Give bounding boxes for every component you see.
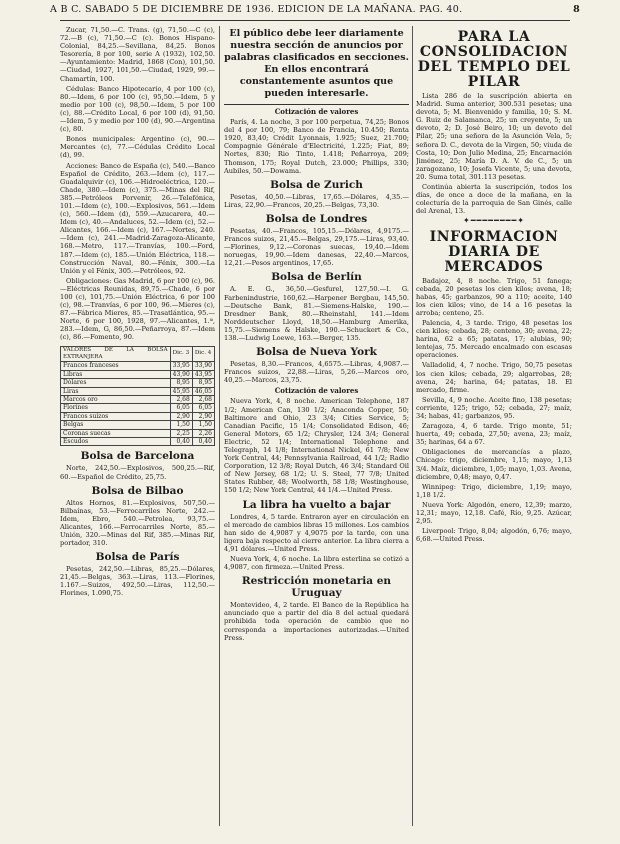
table-cell: 43,95 (192, 370, 214, 378)
table-cell: Escudos (61, 438, 171, 446)
table-cell: Liras (61, 387, 171, 395)
table-row (61, 404, 215, 412)
section-heading: Bolsa de París (95, 551, 180, 564)
exchange-table (60, 346, 215, 447)
table-cell: 8,95 (192, 379, 214, 387)
table-cell: Francos franceses (61, 362, 171, 370)
paragraph: Liverpool: Trigo, 8,04; algodón, 6,76; mayo, 6,68.—United Press. (416, 527, 572, 544)
paragraph: Zucar, 71,50.—C. Trans. (g), 71,50.—C (c), 72.—B (c), 71,50.—C (c). Bonos Hispano-Colonial, 84,25.—Sevillana, 84,25. Bonos Tesorería, 8 por 100, serie A (1932), 102,50.—Ayuntamiento: Madrid, 1868 (Con), 101,50.—Ciudad, 1927, 101,50.—Ciudad, 1929, 99.—Chamartín, 100. (60, 26, 215, 83)
section-heading: Cotización de valores (274, 107, 359, 116)
paragraph: Cédulas: Banco Hipotecario, 4 por 100 (c), 80.—Idem, 6 por 100 (c), 95,50.—Idem, 5 y medio por 100 (c), 98,50.—Idem, 5 por 100 (c), 88.—Crédito Local, 6 por 100 (d), 91,50.—Idem, 5 y medio por 100 (d), 90.—Argentina (c), 80. (60, 84, 215, 134)
paragraph: Continúa abierta la suscripción, todos los días, de once a doce de la mañana, en la colecturía de la parroquia de San Ginés, calle del Arenal, 13. (416, 183, 572, 216)
header-rule (60, 20, 570, 21)
section-heading: Bolsa de Bilbao (91, 484, 184, 497)
paragraph: Londres, 4, 5 tarde. Entraron ayer en circulación en el mercado de cambios libras 15 millones. Los cambios han sido de 4,9087 y 4,9075 por la tarde, con una ligera baja respecto al cierre anterior. La libra cierra a 4,91 dólares.—United Press. (224, 512, 409, 553)
table-row (61, 412, 215, 420)
table-cell: Coronas suecas (61, 429, 171, 437)
table-row (61, 429, 215, 437)
table-row (61, 396, 215, 404)
table-header: VALORES DE LA BOLSA EXTRANJERA (61, 346, 171, 362)
paragraph: Pesetas, 242,50.—Libras, 85,25.—Dólares, 21,45.—Belgas, 363.—Liras, 113.—Florines, 1.167.—Suizos, 492,50.—Liras, 112,50.—Florines, 1.090,75. (60, 565, 215, 598)
paragraph: Pesetas, 8,30.—Francos, 4,6575.—Libras, 4,9087.—Francos suizos, 22,88.—Liras, 5,26.—Marcos oro, 40,25.—Marcos, 23,75. (224, 360, 409, 385)
paragraph: Palencia, 4, 3 tarde. Trigo, 48 pesetas los cien kilos; cebada, 28; centeno, 30; avena, 22; harina, 62 a 65; patatas, 17; alubias, 90; lentejas, 75. Mercado encalmado con escasas operaciones. (416, 318, 572, 360)
table-cell: 1,50 (170, 421, 192, 429)
table-row (61, 421, 215, 429)
column-divider (412, 26, 413, 826)
paragraph: Nueva York, 4, 6 noche. La libra esterlina se cotizó a 4,9087, con firmeza.—United Press. (224, 555, 409, 572)
table-cell: 0,40 (170, 438, 192, 446)
section-heading: INFORMACION DIARIA DE MERCADOS (429, 228, 559, 275)
table-row (61, 370, 215, 378)
paragraph: Norte, 242,50.—Explosivos, 500,25.—Rif, 60.—Español de Crédito, 25,75. (60, 464, 215, 481)
section-heading: La libra ha vuelto a bajar (242, 498, 391, 511)
paragraph: Pesetas, 40.—Francos, 105,15.—Dólares, 4,9175.—Francos suizos, 21,45.—Belgas, 29,175.—Liras, 93,40.—Florines, 9,12.—Coronas suecas, 19,40.—Idem noruegas, 19,90.—Idem danesas, 22,40.—Marcos, 12,21.—Pesos argentinos, 17,65. (224, 226, 409, 268)
table-cell: 46,05 (192, 387, 214, 395)
table-cell: 8,95 (170, 379, 192, 387)
column-1 (60, 26, 215, 826)
paragraph: Badajoz, 4, 8 noche. Trigo, 51 fanega; cebada, 20 pesetas los cien kilos; avena, 18; habas, 45; garbanzos, 90 a 110; aceite, 140 los cien kilos; vino, de 14 a 16 pesetas la arroba; centeno, 25. (416, 276, 572, 317)
paragraph: Altos Hornos, 81.—Explosivos, 507,50.—Bilbaínas, 53.—Ferrocarriles Norte, 242.—Idem, Ebro, 540.—Petrolea, 93,75.—Alicantes, 166.—Ferrocarriles Norte, 85.—Unión, 320.—Minas del Rif, 385.—Minas Rif, portador, 310. (60, 498, 215, 548)
table-cell: Florines (61, 404, 171, 412)
paragraph: París, 4. La noche, 3 por 100 perpetua, 74,25; Bonos del 4 por 100, 79; Banco de Francia, 10.450; Renta 1920, 83,40; Crédit Lyonnais, 1.925; Suez, 21.700; Compagnie Générale d'Electricité, 1.225; Fiat, 89; Nortes, 830; Rio Tinto, 1.418; Peñarroya, 209; Thomson, 175; Royal Dutch, 23.000; Phillips, 330; Aubiles, 50.—Dowama. (224, 118, 409, 175)
paragraph: Winnipeg: Trigo, diciembre, 1,19; mayo, 1,18 1/2. (416, 482, 572, 499)
table-cell: 0,40 (192, 438, 214, 446)
section-heading: Restricción monetaria en Uruguay (241, 575, 392, 600)
column-2 (224, 26, 409, 826)
section-heading: Cotización de valores (274, 386, 359, 396)
table-row (61, 379, 215, 387)
table-cell: 2,68 (192, 396, 214, 404)
paragraph: Pesetas, 40,50.—Libras, 17,65.—Dólares, 4,35.—Liras, 22,90.—Francos, 20,25.—Belgas, 73,30. (224, 192, 409, 209)
paragraph: Montevideo, 4, 2 tarde. El Banco de la República ha anunciado que a partir del día 8 del actual quedará prohibida toda operación de cambio que no corresponda a importaciones autorizadas.—United Press. (224, 601, 409, 642)
table-cell: 6,05 (192, 404, 214, 412)
classified-notice: El público debe leer diariamente nuestra sección de anuncios por palabras clasificados en secciones. En ellos encontrará constantemente asuntos que pueden interesarle. (224, 26, 409, 105)
section-heading: Bolsa de Nueva York (256, 346, 377, 359)
paragraph: Obligaciones de mercancías a plazo, Chicago: trigo, diciembre, 1,15; mayo, 1,13 3/4. Maíz, diciembre, 1,05; mayo, 1,03. Avena, diciembre, 0,48; mayo, 0,47. (416, 448, 572, 481)
paragraph: Sevilla, 4, 9 noche. Aceite fino, 138 pesetas; corriente, 125; trigo, 52; cebada, 27; maíz, 34; habas, 41; garbanzos, 95. (416, 395, 572, 420)
paragraph: Zaragoza, 4, 6 tarde. Trigo monte, 51; huerta, 49; cebada, 27,50; avena, 23; maíz, 35; harinas, 64 a 67. (416, 422, 572, 447)
paragraph: Nueva York: Algodón, enero, 12,39; marzo, 12,31; mayo, 12,18. Café, Río, 9,25. Azúcar, 2,95. (416, 500, 572, 526)
table-cell: 2,90 (170, 412, 192, 420)
paragraph: Obligaciones: Gas Madrid, 6 por 100 (c), 96.—Eléctricas Reunidas, 89,75.—Chade, 6 por 100 (c), 101,75.—Unión Eléctrica, 6 por 100 (c), 98.—Tranvías, 6 por 100, 96.—Mieres (c), 87.—Fábrica Mieres, 85.—Trasatlántica, 95.—Norte, 6 por 100, 1928, 97.—Alicantes, 1.ª, 283.—Idem, G, 86,50.—Peñarroya, 87.—Idem (c), 86.—Fomento, 90. (60, 276, 215, 342)
section-heading: Bolsa de Barcelona (80, 450, 195, 463)
table-cell: 2,26 (192, 429, 214, 437)
section-heading: Bolsa de Zurich (270, 178, 363, 191)
table-cell: Marcos oro (61, 396, 171, 404)
table-cell: 2,90 (192, 412, 214, 420)
ornament-divider: ✦━━━━━━━━✦ (463, 216, 525, 226)
paragraph: Valladolid, 4, 7 noche. Trigo, 50,75 pesetas los cien kilos; cebada, 29; algarrobas, 28; avena, 24; harina, 64; patatas, 18. El mercado, firme. (416, 361, 572, 394)
column-3 (416, 26, 572, 826)
table-cell: 2,68 (170, 396, 192, 404)
page-number: 8 (573, 4, 580, 15)
paragraph: Nueva York, 4, 8 noche. American Telephone, 187 1/2; American Can, 130 1/2; Anaconda Copper, 50; Baltimore and Ohio, 23 3/4; Cities Service, 5; Canadian Pacific, 15 1/4; Consolidated Edison, 46; General Motors, 65 1/2; Chrysler, 124 3/4; General Electric, 52 1/4; International Telephone and Telegraph, 14 1/8; International Nickel, 61 7/8; New York Central, 44; Pennsylvania Railroad, 44 1/2; Radio Corporation, 12 3/8; Royal Dutch, 46 3/4; Standard Oil of New Jersey, 68 1/2; U. S. Steel, 77 7/8; United States Rubber, 48; Woolworth, 58 1/8; Westinghouse, 150 1/2; New York Central, 44 1/4.—United Press. (224, 397, 409, 495)
column-divider (219, 26, 220, 826)
paragraph: Lista 286 de la suscripción abierta en Madrid. Suma anterior, 300.531 pesetas; una devota, 5; M. Bienvenido y familia, 10; S. M. G. Ruiz de Salamanca, 25; un creyente, 5; un devoto, 2; D. José Beiro, 10; un devoto del Pilar, 25; una señora de la Asunción Vela, 5; señora D. C., devota de la Virgen, 50; viuda de Costa, 10; Don Julio Medina, 25; Encarnación Jiménez, 25; María D. A. V. de C., 5; un zaragozano, 10; Josefa Vicente, 5; una devota, 20. Suma total, 301.113 pesetas. (416, 92, 572, 181)
section-heading: Bolsa de Londres (265, 212, 368, 225)
table-cell: 6,05 (170, 404, 192, 412)
table-cell: 2,25 (170, 429, 192, 437)
table-cell: 45,95 (170, 387, 192, 395)
table-row (61, 362, 215, 370)
table-row (61, 438, 215, 446)
paragraph: Acciones: Banco de España (c), 540.—Banco Español de Crédito, 263.—Idem (c), 117.—Guadalquivir (c), 106.—Hidroeléctrica, 120.—Chade, 380.—Idem (c), 375.—Minas del Rif, 385.—Petróleos Porvenir, 26.—Telefónica, 101.—Idem (c), 100.—Explosivos, 561.—Idem (c), 560.—Idem (d), 559.—Azucarera, 40.—Idem (c), 40.—Andaluces, 52.—Idem (c), 52.—Alicantes, 166.—Idem (c), 167.—Nortes, 240.—Idem (c), 241.—Madrid-Zaragoza-Alicante, 168.—Metro, 117.—Tranvías, 100.—Ford, 187.—Idem (c), 185.—Unión Eléctrica, 118.—Construcción Naval, 80.—Fénix, 300.—La Unión y el Fénix, 305.—Petróleos, 92. (60, 161, 215, 275)
section-heading: Bolsa de Berlín (271, 271, 362, 284)
table-cell: Francos suizos (61, 412, 171, 420)
paragraph: A. E. G., 36,50.—Gesfurel, 127,50.—I. G. Farbenindustrie, 160,62.—Harpener Bergbau, 145,50.—Deutsche Bank, 81.—Siemens-Halske, 190.—Dresdner Bank, 80.—Rheinstahl, 141.—Idem Norddeutscher Lloyd, 18,50.—Hamburg Amerika, 15,75.—Siemens & Halske, 190.—Schuckert & Co., 138.—Ludwig Loewe, 163.—Berger, 135. (224, 285, 409, 342)
section-heading: PARA LA CONSOLIDACION DEL TEMPLO DEL PILAR (417, 29, 571, 90)
table-header: Dic. 3 (170, 346, 192, 362)
table-cell: 1,50 (192, 421, 214, 429)
table-cell: Belgas (61, 421, 171, 429)
paragraph: Bonos municipales: Argentino (c), 90.—Mercantes (c), 77.—Cédulas Crédito Local (d), 99. (60, 135, 215, 160)
table-cell: 33,90 (192, 362, 214, 370)
table-cell: 43,90 (170, 370, 192, 378)
table-row (61, 387, 215, 395)
header-title: A B C. SABADO 5 DE DICIEMBRE DE 1936. EDICION DE LA MAÑANA. PAG. 40. (50, 4, 463, 15)
table-cell: Libras (61, 370, 171, 378)
table-cell: 33,95 (170, 362, 192, 370)
table-cell: Dólares (61, 379, 171, 387)
table-header: Dic. 4 (192, 346, 214, 362)
